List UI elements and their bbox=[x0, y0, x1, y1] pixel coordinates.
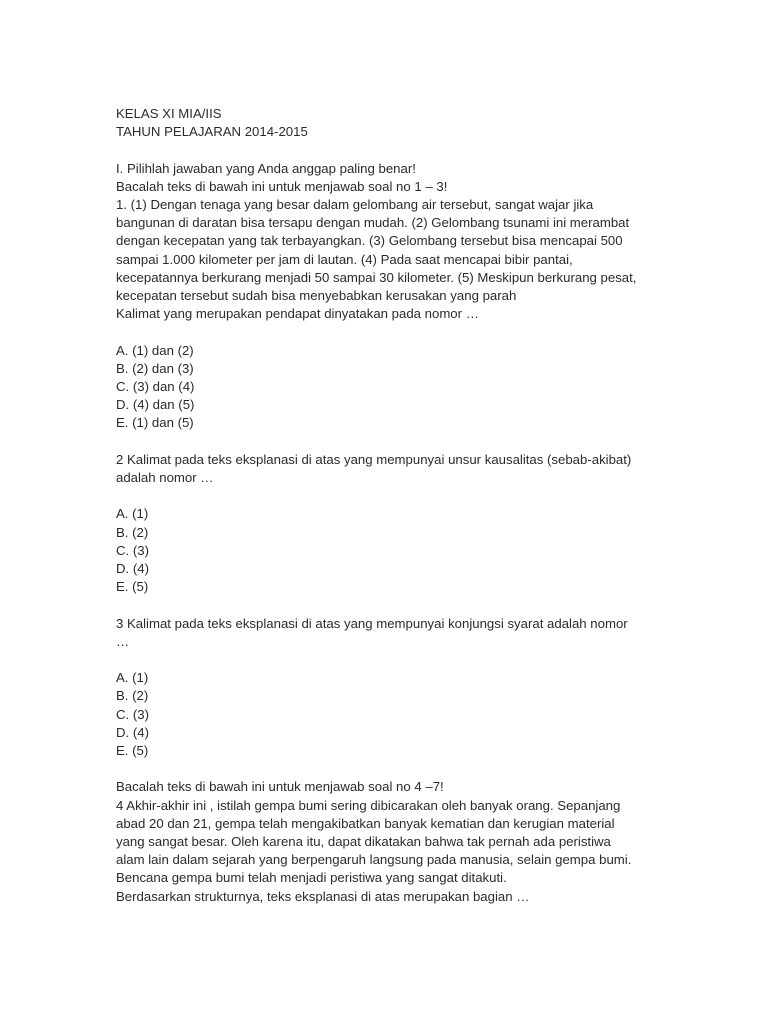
question-1-prompt: Kalimat yang merupakan pendapat dinyatakan pada nomor … bbox=[116, 306, 479, 322]
question-4-prompt: Berdasarkan strukturnya, teks eksplanasi di atas merupakan bagian … bbox=[116, 888, 530, 904]
question-2-prompt: adalah nomor … bbox=[116, 470, 214, 486]
option-b: B. (2) dan (3) bbox=[116, 360, 194, 376]
class-header: KELAS XI MIA/IIS bbox=[116, 106, 222, 121]
passage-2 bbox=[116, 797, 676, 888]
option-d: D. (4) bbox=[116, 724, 149, 740]
question-3-prompt: 3 Kalimat pada teks eksplanasi di atas yang mempunyai konjungsi syarat adalah nomor bbox=[116, 615, 628, 631]
passage-line: abad 20 dan 21, gempa telah mengakibatkan banyak kematian dan kerugian material bbox=[116, 815, 615, 831]
passage-line: alam lain dalam sejarah yang berpengaruh langsung pada manusia, selain gempa bumi. bbox=[116, 852, 632, 868]
passage-line: kecepatan tersebut sudah bisa menyebabkan kerusakan yang parah bbox=[116, 288, 517, 304]
passage-line: sampai 1.000 kilometer per jam di lautan. (4) Pada saat mencapai bibir pantai, bbox=[116, 251, 573, 267]
option-a: A. (1) dan (2) bbox=[116, 342, 194, 358]
passage-line: dengan kecepatan yang tak terbayangkan. (3) Gelombang tersebut bisa mencapai 500 bbox=[116, 233, 623, 249]
passage-1 bbox=[116, 196, 676, 305]
reading-note-1: Bacalah teks di bawah ini untuk menjawab soal no 1 – 3! bbox=[116, 178, 448, 194]
passage-line: bangunan di daratan bisa tersapu dengan mudah. (2) Gelombang tsunami ini merambat bbox=[116, 215, 630, 231]
option-a: A. (1) bbox=[116, 670, 149, 686]
option-b: B. (2) bbox=[116, 524, 149, 540]
question-3-prompt: … bbox=[116, 633, 130, 649]
option-e: E. (5) bbox=[116, 743, 149, 759]
question-2-options bbox=[116, 505, 676, 596]
option-c: C. (3) dan (4) bbox=[116, 379, 195, 395]
option-a: A. (1) bbox=[116, 506, 149, 522]
spacer bbox=[116, 433, 676, 451]
passage-line: Bencana gempa bumi telah menjadi peristiwa yang sangat ditakuti. bbox=[116, 870, 507, 886]
spacer bbox=[116, 651, 676, 669]
spacer bbox=[116, 487, 676, 505]
spacer bbox=[116, 141, 676, 159]
spacer bbox=[116, 760, 676, 778]
passage-line: yang sangat besar. Oleh karena itu, dapat dikatakan bahwa tak pernah ada peristiwa bbox=[116, 834, 611, 850]
spacer bbox=[116, 323, 676, 341]
question-3-options bbox=[116, 669, 676, 760]
reading-note-2: Bacalah teks di bawah ini untuk menjawab soal no 4 –7! bbox=[116, 779, 444, 795]
passage-line: 1. (1) Dengan tenaga yang besar dalam gelombang air tersebut, sangat wajar jika bbox=[116, 197, 594, 212]
spacer bbox=[116, 596, 676, 614]
option-c: C. (3) bbox=[116, 706, 149, 722]
question-2-prompt: 2 Kalimat pada teks eksplanasi di atas yang mempunyai unsur kausalitas (sebab-akibat) bbox=[116, 451, 632, 467]
option-c: C. (3) bbox=[116, 542, 149, 558]
option-e: E. (1) dan (5) bbox=[116, 415, 194, 431]
option-b: B. (2) bbox=[116, 688, 149, 704]
option-e: E. (5) bbox=[116, 579, 149, 595]
question-1-options bbox=[116, 342, 676, 433]
passage-line: kecepatannya berkurang menjadi 50 sampai 30 kilometer. (5) Meskipun berkurang pesat, bbox=[116, 269, 637, 285]
instruction: I. Pilihlah jawaban yang Anda anggap paling benar! bbox=[116, 160, 416, 176]
year-header: TAHUN PELAJARAN 2014-2015 bbox=[116, 124, 308, 140]
option-d: D. (4) dan (5) bbox=[116, 397, 195, 413]
document-body bbox=[116, 105, 676, 906]
option-d: D. (4) bbox=[116, 561, 149, 577]
passage-line: 4 Akhir-akhir ini , istilah gempa bumi sering dibicarakan oleh banyak orang. Sepanjang bbox=[116, 797, 621, 813]
